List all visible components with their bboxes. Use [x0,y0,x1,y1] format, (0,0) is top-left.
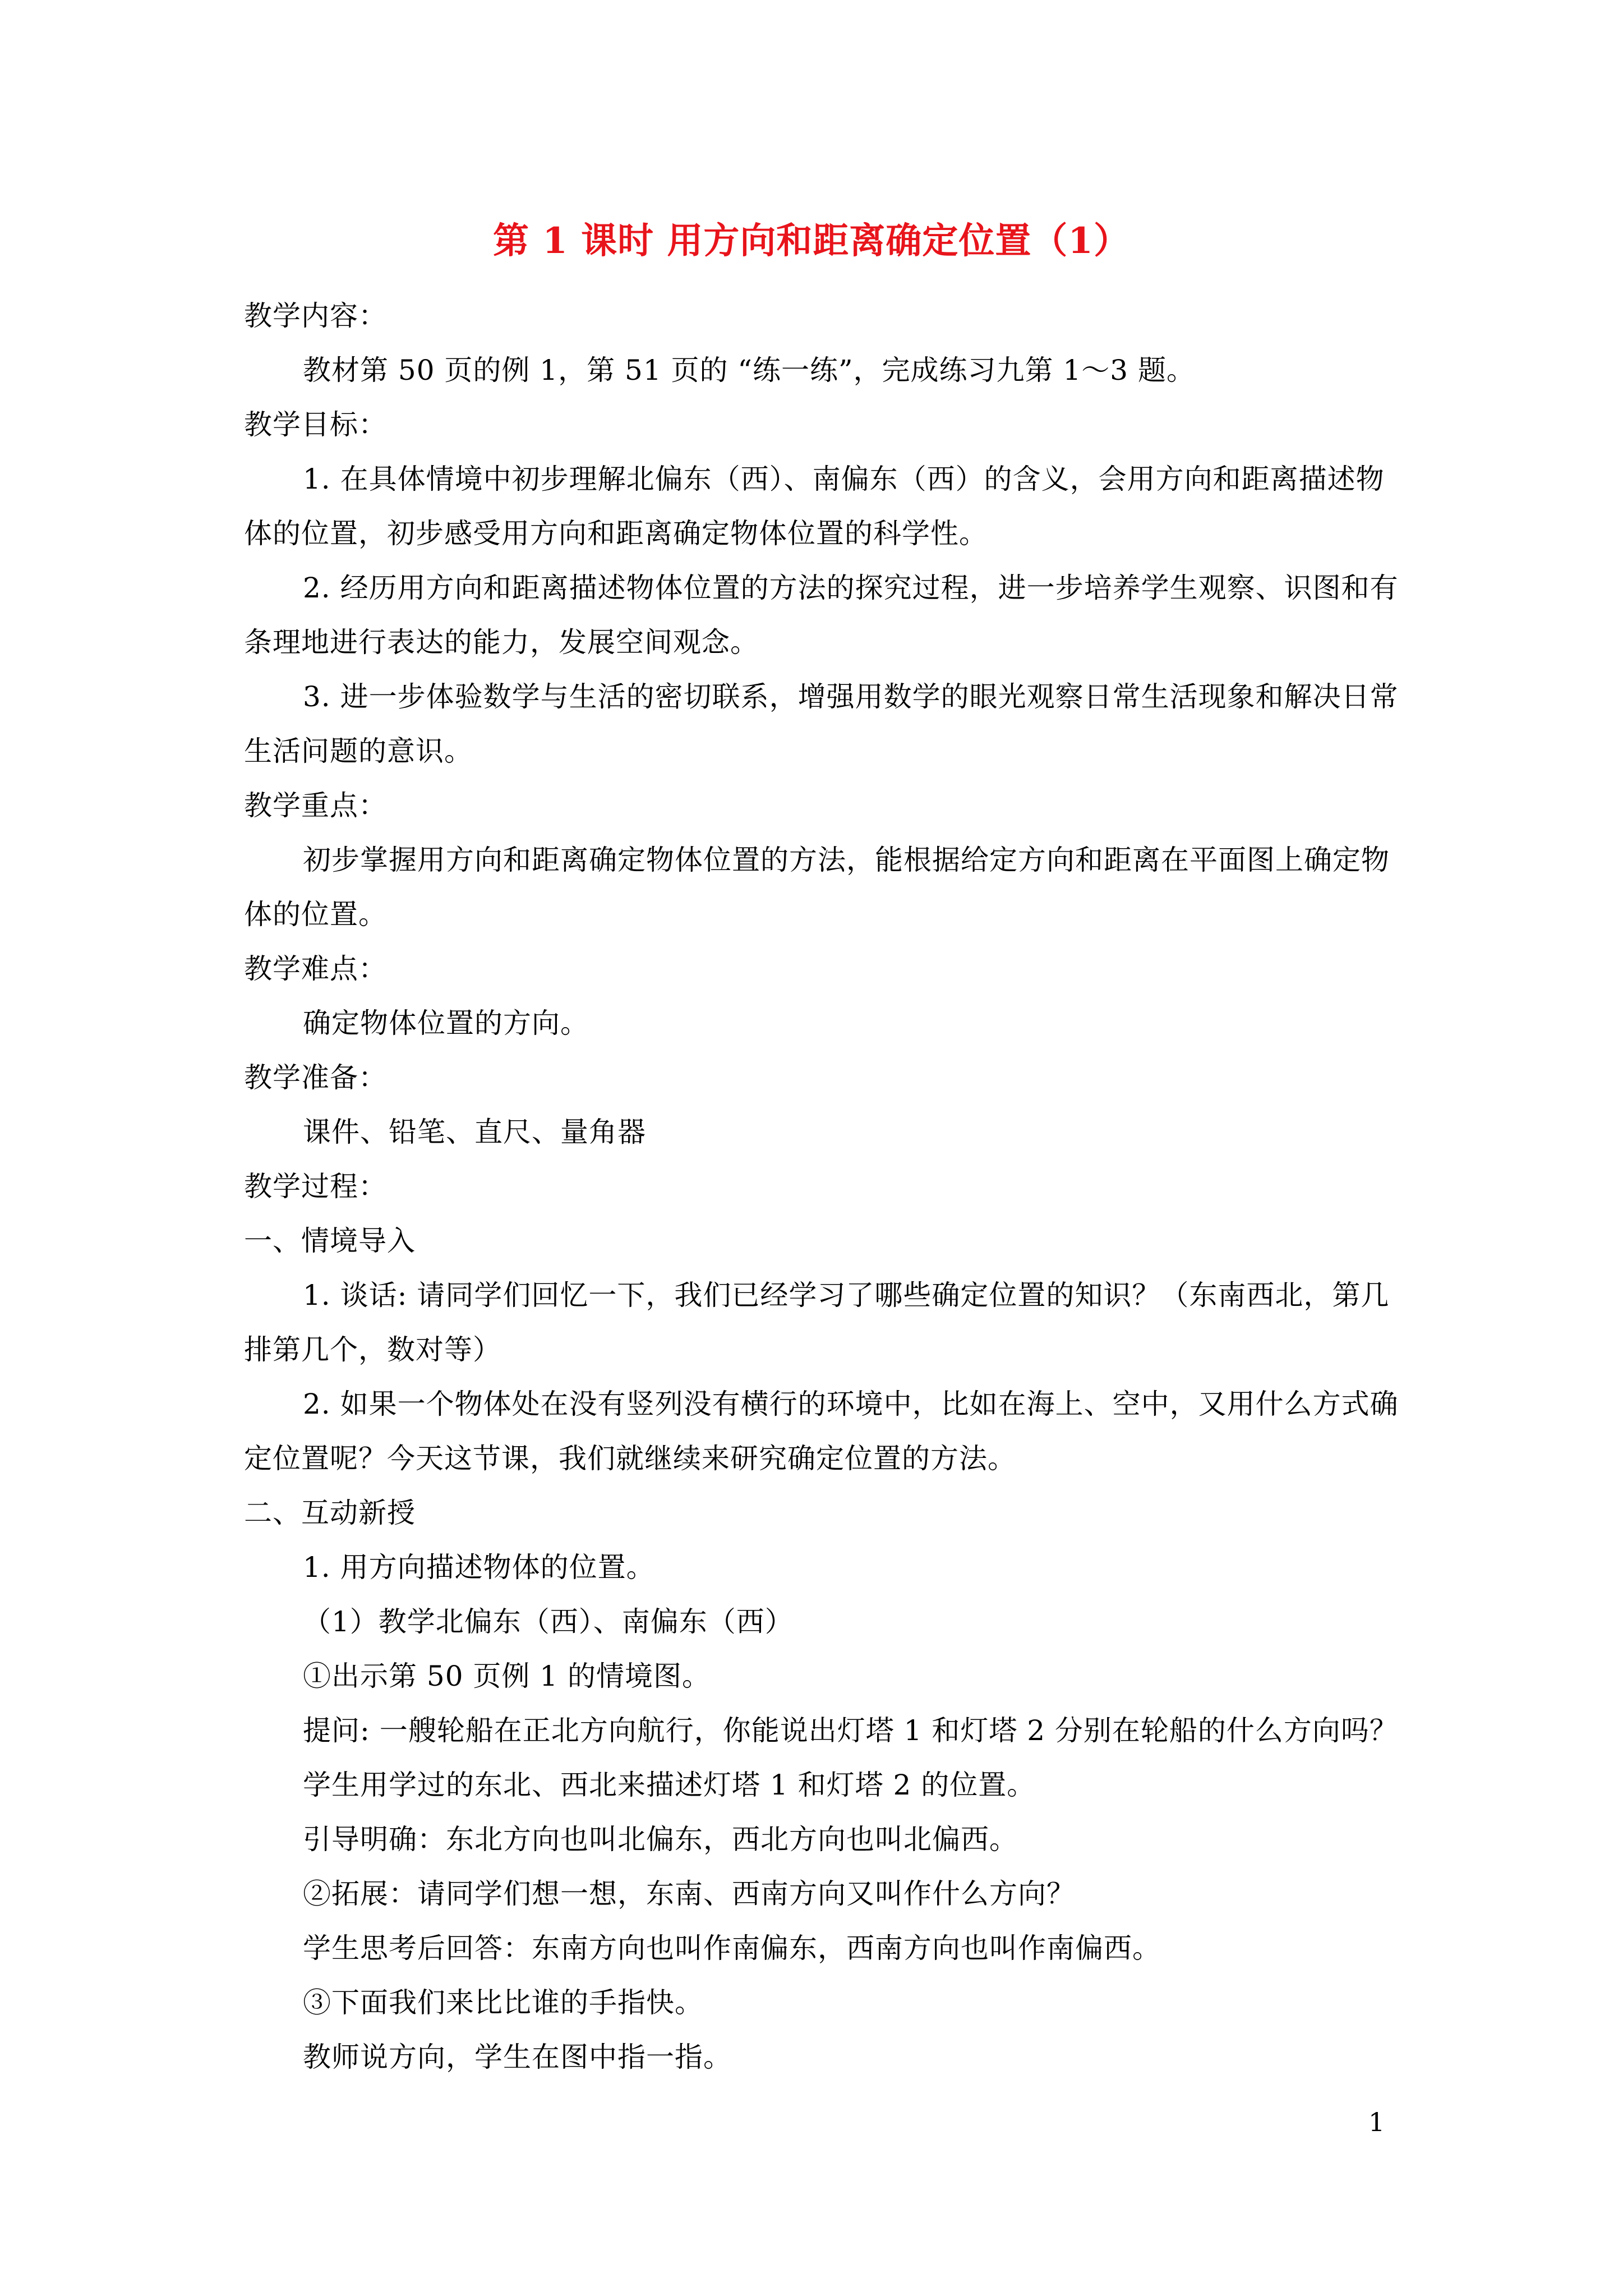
goal-2-line-2: 条理地进行表达的能力，发展空间观念。 [244,626,759,659]
prep-text: 课件、铅笔、直尺、量角器 [303,1116,646,1148]
part-2-step-1: ①出示第 50 页例 1 的情境图。 [303,1660,711,1692]
goal-3-line-1: 3. 进一步体验数学与生活的密切联系，增强用数学的眼光观察日常生活现象和解决日常 [303,680,1399,713]
goal-2-line-1: 2. 经历用方向和距离描述物体位置的方法的探究过程，进一步培养学生观察、识图和有 [303,572,1399,604]
part-2-step-2: ②拓展：请同学们想一想，东南、西南方向又叫作什么方向？ [303,1878,1075,1910]
content-heading: 教学内容： [244,300,387,332]
lesson-title: 第 1 课时 用方向和距离确定位置（1） [493,220,1130,262]
part-2-student-answer-1: 学生用学过的东北、西北来描述灯塔 1 和灯塔 2 的位置。 [303,1769,1036,1801]
part-2-guidance: 引导明确：东北方向也叫北偏东，西北方向也叫北偏西。 [303,1823,1018,1856]
goal-1-line-2: 体的位置，初步感受用方向和距离确定物体位置的科学性。 [244,517,988,550]
part-2-heading: 二、互动新授 [244,1497,416,1529]
part-2-subheading: （1）教学北偏东（西）、南偏东（西） [303,1605,794,1638]
prep-heading: 教学准备： [244,1061,387,1094]
content-text: 教材第 50 页的例 1，第 51 页的 “练一练”，完成练习九第 1～3 题。 [303,354,1195,386]
part-1-heading: 一、情境导入 [244,1225,416,1257]
goals-heading: 教学目标： [244,408,387,441]
part-2-step-3: ③下面我们来比比谁的手指快。 [303,1986,703,2019]
part-1-item-2-line-2: 定位置呢？今天这节课，我们就继续来研究确定位置的方法。 [244,1442,1016,1475]
key-line-1: 初步掌握用方向和距离确定物体位置的方法，能根据给定方向和距离在平面图上确定物 [303,844,1390,876]
goal-1-line-1: 1. 在具体情境中初步理解北偏东（西）、南偏东（西）的含义，会用方向和距离描述物 [303,463,1385,495]
part-1-item-1-line-2: 排第几个，数对等） [244,1333,501,1366]
part-2-question: 提问: 一艘轮船在正北方向航行，你能说出灯塔 1 和灯塔 2 分别在轮船的什么方向吗？ [303,1714,1398,1747]
difficulty-heading: 教学难点： [244,953,387,985]
part-1-item-1-line-1: 1. 谈话: 请同学们回忆一下，我们已经学习了哪些确定位置的知识？（东南西北，第几 [303,1279,1390,1312]
part-2-student-answer-2: 学生思考后回答：东南方向也叫作南偏东，西南方向也叫作南偏西。 [303,1932,1161,1964]
key-line-2: 体的位置。 [244,898,387,931]
part-1-item-2-line-1: 2. 如果一个物体处在没有竖列没有横行的环境中，比如在海上、空中，又用什么方式确 [303,1388,1399,1420]
key-heading: 教学重点： [244,789,387,822]
part-2-item-1: 1. 用方向描述物体的位置。 [303,1551,655,1584]
part-2-teacher-instruction: 教师说方向，学生在图中指一指。 [303,2041,732,2073]
difficulty-text: 确定物体位置的方向。 [303,1007,589,1039]
goal-3-line-2: 生活问题的意识。 [244,735,473,767]
page-number: 1 [1368,2107,1385,2137]
process-heading: 教学过程： [244,1170,387,1203]
